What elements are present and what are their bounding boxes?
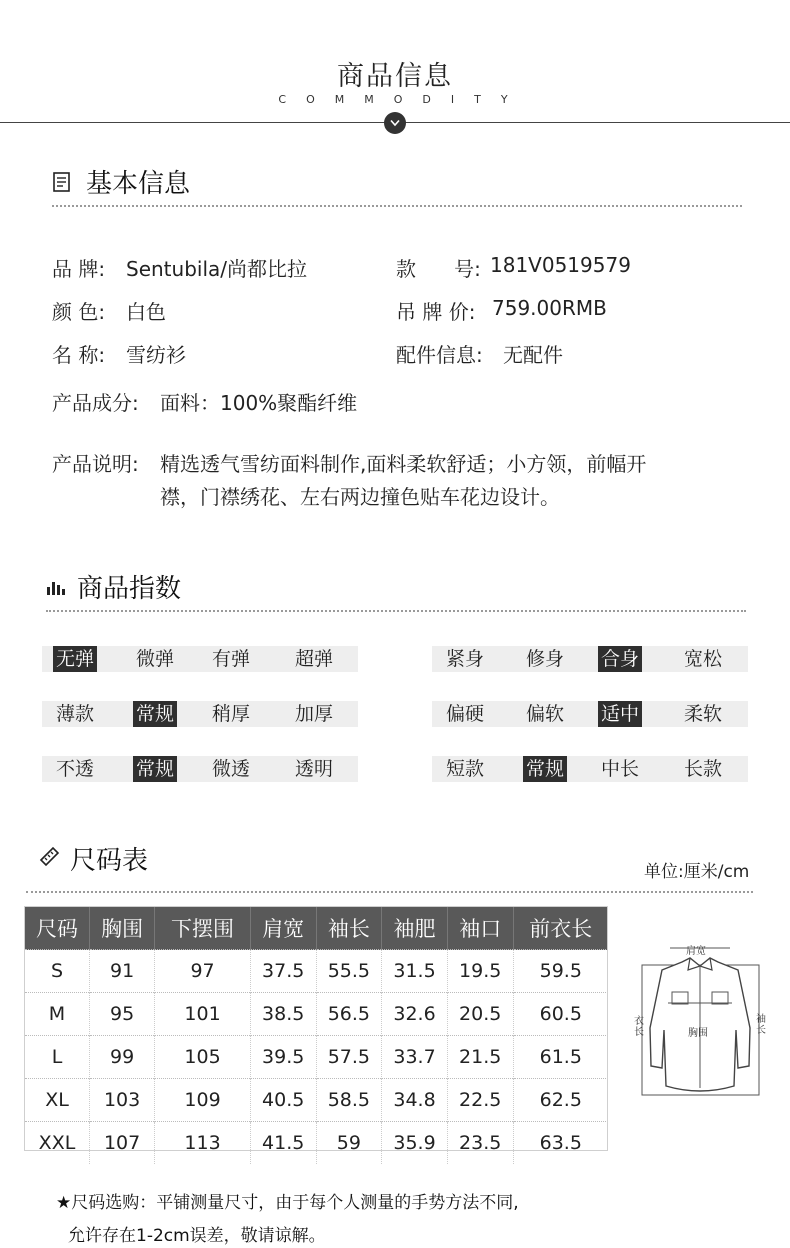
table-row — [25, 993, 608, 1036]
color-label: 颜 色: — [52, 300, 106, 324]
size-cell: 101 — [155, 993, 251, 1036]
size-cell: 91 — [89, 950, 154, 993]
size-cell: 37.5 — [250, 950, 316, 993]
size-cell: XL — [25, 1079, 89, 1122]
size-cell: 60.5 — [513, 993, 608, 1036]
size-cell: M — [25, 993, 89, 1036]
index-tag: 薄款 — [56, 703, 95, 725]
size-header-cell: 肩宽 — [250, 907, 316, 950]
size-header-cell: 胸围 — [89, 907, 154, 950]
size-cell: 105 — [155, 1036, 251, 1079]
index-tag: 修身 — [526, 648, 565, 670]
index-tag: 短款 — [446, 758, 485, 780]
size-note-line-2: 允许存在1-2cm误差，敬请谅解。 — [68, 1226, 326, 1246]
index-tag: 中长 — [601, 758, 640, 780]
size-cell: 97 — [155, 950, 251, 993]
size-cell: 34.8 — [382, 1079, 448, 1122]
table-row — [25, 1122, 608, 1165]
diagram-label-sleeve: 袖长 — [756, 1014, 766, 1036]
index-tag: 柔软 — [684, 703, 723, 725]
size-cell: 41.5 — [250, 1122, 316, 1165]
size-header-cell: 尺码 — [25, 907, 89, 950]
size-header-cell: 袖肥 — [382, 907, 448, 950]
section-title-basic: 基本信息 — [86, 169, 191, 199]
size-cell: 19.5 — [447, 950, 513, 993]
index-row-right — [432, 646, 748, 672]
size-cell: XXL — [25, 1122, 89, 1165]
size-cell: 40.5 — [250, 1079, 316, 1122]
table-row — [25, 1036, 608, 1079]
section-divider — [52, 205, 742, 207]
size-cell: 56.5 — [316, 993, 382, 1036]
diagram-label-shoulder: 肩宽 — [686, 946, 706, 957]
page-subtitle: COMMODITY — [278, 93, 528, 106]
size-cell: 55.5 — [316, 950, 382, 993]
size-cell: 95 — [89, 993, 154, 1036]
size-cell: 103 — [89, 1079, 154, 1122]
size-cell: 35.9 — [382, 1122, 448, 1165]
section-title-size: 尺码表 — [70, 846, 149, 876]
unit-label: 单位:厘米/cm — [644, 862, 750, 882]
size-cell: 20.5 — [447, 993, 513, 1036]
size-cell: 38.5 — [250, 993, 316, 1036]
index-tag: 长款 — [684, 758, 723, 780]
index-row-left — [42, 701, 358, 727]
size-cell: 61.5 — [513, 1036, 608, 1079]
size-cell: 21.5 — [447, 1036, 513, 1079]
size-header-cell: 下摆围 — [155, 907, 251, 950]
style-value: 181V0519579 — [490, 253, 631, 277]
document-icon — [52, 171, 72, 193]
index-tag: 偏软 — [526, 703, 565, 725]
size-cell: 63.5 — [513, 1122, 608, 1165]
index-tag: 宽松 — [684, 648, 723, 670]
name-label: 名 称: — [52, 343, 106, 367]
price-value: 759.00RMB — [492, 296, 607, 320]
brand-value: Sentubila/尚都比拉 — [126, 257, 307, 281]
size-cell: 57.5 — [316, 1036, 382, 1079]
description-line-2: 襟，门襟绣花、左右两边撞色贴车花边设计。 — [160, 485, 560, 509]
description-label: 产品说明: — [52, 452, 139, 476]
size-header-cell: 袖长 — [316, 907, 382, 950]
size-header-cell: 袖口 — [447, 907, 513, 950]
size-cell: L — [25, 1036, 89, 1079]
size-cell: 23.5 — [447, 1122, 513, 1165]
size-cell: 32.6 — [382, 993, 448, 1036]
diagram-label-length: 衣长 — [634, 1016, 644, 1038]
index-row-right — [432, 756, 748, 782]
size-cell: 31.5 — [382, 950, 448, 993]
size-cell: 109 — [155, 1079, 251, 1122]
brand-label: 品 牌: — [52, 257, 106, 281]
index-tag: 微透 — [212, 758, 251, 780]
accessory-value: 无配件 — [503, 343, 563, 367]
size-cell: 107 — [89, 1122, 154, 1165]
size-cell: 22.5 — [447, 1079, 513, 1122]
table-row — [25, 950, 608, 993]
index-row-right — [432, 701, 748, 727]
index-tag: 透明 — [295, 758, 334, 780]
size-cell: 33.7 — [382, 1036, 448, 1079]
index-tag: 偏硬 — [446, 703, 485, 725]
index-tag: 常规 — [133, 701, 177, 727]
size-cell: 62.5 — [513, 1079, 608, 1122]
size-cell: 99 — [89, 1036, 154, 1079]
section-divider — [46, 610, 746, 612]
index-tag: 有弹 — [212, 648, 251, 670]
description-line-1: 精选透气雪纺面料制作,面料柔软舒适；小方领，前幅开 — [160, 452, 647, 476]
index-tag: 常规 — [523, 756, 567, 782]
section-title-index: 商品指数 — [77, 574, 182, 604]
size-cell: 39.5 — [250, 1036, 316, 1079]
index-tag: 常规 — [133, 756, 177, 782]
index-tag: 不透 — [56, 758, 95, 780]
price-label: 吊 牌 价: — [396, 300, 476, 324]
size-cell: 59.5 — [513, 950, 608, 993]
ruler-icon — [38, 843, 62, 867]
index-tag: 微弹 — [136, 648, 175, 670]
chevron-down-icon — [384, 112, 406, 134]
index-tag: 稍厚 — [212, 703, 251, 725]
composition-value: 面料：100%聚酯纤维 — [160, 391, 358, 415]
diagram-label-chest: 胸围 — [688, 1028, 708, 1039]
name-value: 雪纺衫 — [126, 343, 186, 367]
index-tag: 加厚 — [295, 703, 334, 725]
size-cell: S — [25, 950, 89, 993]
index-tag: 无弹 — [53, 646, 97, 672]
index-tag: 适中 — [598, 701, 642, 727]
index-tag: 合身 — [598, 646, 642, 672]
shirt-measurement-diagram — [630, 938, 770, 1100]
style-label: 款 号: — [396, 257, 481, 281]
size-note-line-1: ★尺码选购：平铺测量尺寸，由于每个人测量的手势方法不同, — [56, 1193, 519, 1213]
section-divider — [26, 891, 753, 893]
size-cell: 59 — [316, 1122, 382, 1165]
size-cell: 113 — [155, 1122, 251, 1165]
page-title: 商品信息 — [337, 61, 453, 92]
index-row-left — [42, 646, 358, 672]
index-tag: 紧身 — [446, 648, 485, 670]
accessory-label: 配件信息: — [396, 343, 483, 367]
size-table-header — [25, 907, 608, 950]
size-table — [25, 907, 608, 1164]
color-value: 白色 — [126, 300, 166, 324]
index-tag: 超弹 — [295, 648, 334, 670]
composition-label: 产品成分: — [52, 391, 139, 415]
size-header-cell: 前衣长 — [513, 907, 608, 950]
table-row — [25, 1079, 608, 1122]
bar-chart-icon — [46, 578, 66, 596]
index-row-left — [42, 756, 358, 782]
size-cell: 58.5 — [316, 1079, 382, 1122]
